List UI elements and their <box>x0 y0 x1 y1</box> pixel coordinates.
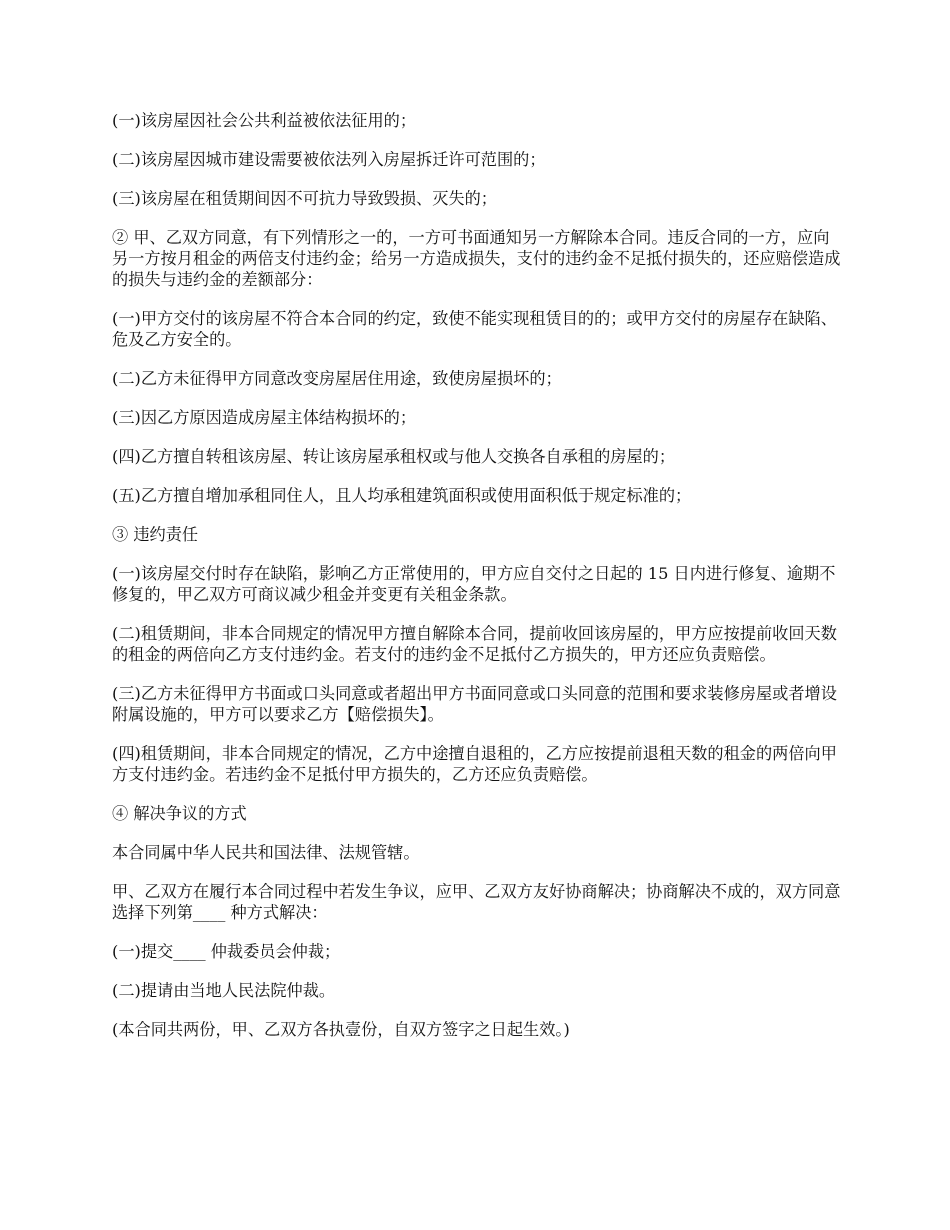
section-dispute-heading: ④ 解决争议的方式 <box>112 804 247 823</box>
liability-unauthorized-renovation: (三)乙方未征得甲方书面或口头同意或者超出甲方书面同意或口头同意的范围和要求装修房屋或者增设附属设施的，甲方可以要求乙方【赔偿损失】。 <box>112 684 837 724</box>
clause-force-majeure: (三)该房屋在租赁期间因不可抗力导致毁损、灭失的； <box>112 189 497 208</box>
clause-add-occupants: (五)乙方擅自增加承租同住人，且人均承租建筑面积或使用面积低于规定标准的； <box>112 486 692 505</box>
clause-house-defect: (一)甲方交付的该房屋不符合本合同的约定，致使不能实现租赁目的的；或甲方交付的房屋存在缺陷、危及乙方安全的。 <box>112 309 837 349</box>
dispute-governing-law: 本合同属中华人民共和国法律、法规管辖。 <box>112 843 420 862</box>
clause-structure-damage: (三)因乙方原因造成房屋主体结构损坏的； <box>112 408 417 427</box>
liability-tenant-early-exit: (四)租赁期间，非本合同规定的情况，乙方中途擅自退租的，乙方应按提前退租天数的租金的两倍向甲方支付违约金。若违约金不足抵付甲方损失的，乙方还应负责赔偿。 <box>112 744 837 784</box>
clause-expropriation: (一)该房屋因社会公共利益被依法征用的； <box>112 111 417 130</box>
section-termination-conditions: ② 甲、乙双方同意，有下列情形之一的，一方可书面通知另一方解除本合同。违反合同的一方，应向另一方按月租金的两倍支付违约金；给另一方造成损失，支付的违约金不足抵付损失的，还应赔偿造成的损失与违约金的差额部分： <box>112 228 841 289</box>
dispute-resolution-method: 甲、乙双方在履行本合同过程中若发生争议，应甲、乙双方友好协商解决；协商解决不成的，双方同意选择下列第____ 种方式解决： <box>112 882 841 922</box>
liability-landlord-termination: (二)租赁期间，非本合同规定的情况甲方擅自解除本合同，提前收回该房屋的，甲方应按提前收回天数的租金的两倍向乙方支付违约金。若支付的违约金不足抵付乙方损失的，甲方还应负责赔偿。 <box>112 624 837 664</box>
clause-demolition: (二)该房屋因城市建设需要被依法列入房屋拆迁许可范围的； <box>112 150 546 169</box>
liability-defect-repair: (一)该房屋交付时存在缺陷，影响乙方正常使用的，甲方应自交付之日起的 15 日内进行修复、逾期不修复的，甲乙双方可商议减少租金并变更有关租金条款。 <box>112 564 836 604</box>
section-liability-heading: ③ 违约责任 <box>112 525 199 544</box>
clause-change-use: (二)乙方未征得甲方同意改变房屋居住用途，致使房屋损坏的； <box>112 369 562 388</box>
dispute-arbitration: (一)提交____ 仲裁委员会仲裁； <box>112 942 341 961</box>
dispute-court: (二)提请由当地人民法院仲裁。 <box>112 981 336 1000</box>
document-body <box>112 110 842 1058</box>
clause-sublet: (四)乙方擅自转租该房屋、转让该房屋承租权或与他人交换各自承租的房屋的； <box>112 447 676 466</box>
contract-effectiveness: (本合同共两份，甲、乙双方各执壹份，自双方签字之日起生效。) <box>112 1020 570 1039</box>
